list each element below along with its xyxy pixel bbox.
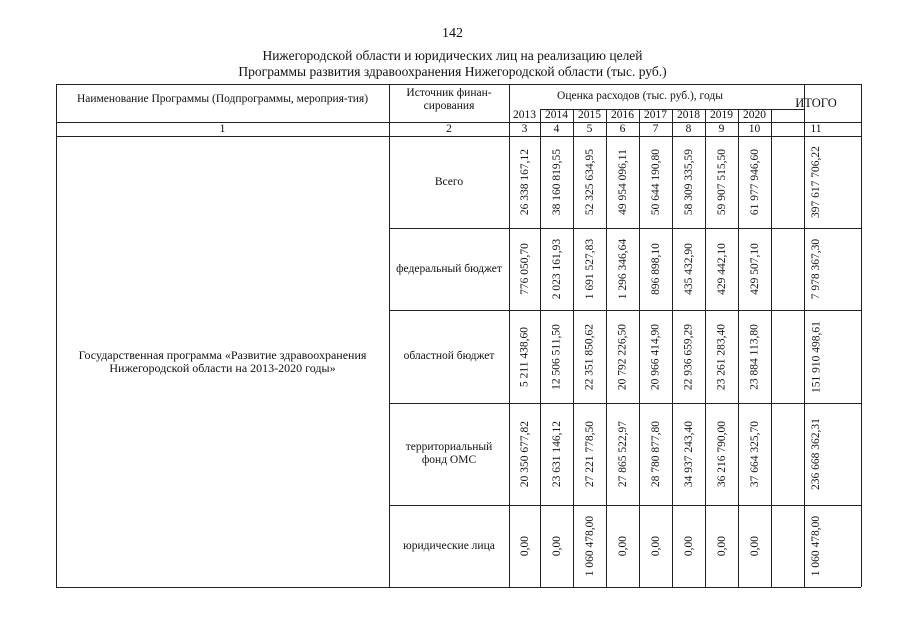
col-border bbox=[771, 109, 772, 587]
source-cell: территориальный фонд ОМС bbox=[405, 441, 493, 466]
value-cell-2020: 23 884 113,80 bbox=[748, 323, 761, 390]
value-cell-2015: 27 221 778,50 bbox=[583, 420, 596, 488]
total-cell: 151 910 498,61 bbox=[810, 320, 822, 393]
value-cell-2020: 429 507,10 bbox=[748, 243, 761, 295]
col-border bbox=[672, 109, 673, 587]
value-cell-2016: 1 296 346,64 bbox=[616, 238, 629, 300]
value-cell-2015: 1 691 527,83 bbox=[583, 238, 596, 300]
value-cell-2016: 0,00 bbox=[616, 535, 629, 557]
year-2013: 2013 bbox=[513, 109, 536, 121]
col-border bbox=[861, 84, 862, 587]
value-cell-2020: 0,00 bbox=[748, 535, 761, 557]
year-2018: 2018 bbox=[677, 109, 700, 121]
value-cell-2017: 0,00 bbox=[649, 535, 662, 557]
source-cell: областной бюджет bbox=[403, 350, 495, 362]
value-cell-2020: 61 977 946,60 bbox=[748, 148, 761, 216]
year-2020: 2020 bbox=[743, 109, 766, 121]
col-border bbox=[540, 109, 541, 587]
col-border bbox=[804, 84, 805, 587]
col-border bbox=[639, 109, 640, 587]
col-border bbox=[573, 109, 574, 587]
col-number-9: 9 bbox=[718, 122, 725, 135]
value-cell-2013: 776 050,70 bbox=[518, 243, 531, 295]
value-cell-2015: 52 325 634,95 bbox=[583, 148, 596, 216]
value-cell-2015: 22 351 850,62 bbox=[583, 323, 596, 390]
page-number: 142 bbox=[442, 26, 463, 41]
program-name: Государственная программа «Развитие здравоохранения Нижегородской области на 2013-2020 годы» bbox=[78, 347, 367, 375]
table-bottom-border bbox=[56, 587, 861, 588]
col-number-6: 6 bbox=[619, 122, 626, 135]
value-cell-2017: 896 898,10 bbox=[649, 243, 662, 295]
title-line-2: Программы развития здравоохранения Нижегородской области (тыс. руб.) bbox=[238, 64, 667, 79]
value-cell-2016: 27 865 522,97 bbox=[616, 420, 629, 488]
year-2014: 2014 bbox=[545, 109, 568, 121]
year-2017: 2017 bbox=[644, 109, 667, 121]
value-cell-2017: 28 780 877,80 bbox=[649, 420, 662, 488]
value-cell-2013: 26 338 167,12 bbox=[518, 148, 531, 216]
header-total: ИТОГО bbox=[795, 95, 837, 110]
value-cell-2019: 429 442,10 bbox=[715, 243, 728, 295]
value-cell-2014: 23 631 146,12 bbox=[550, 420, 563, 488]
value-cell-2018: 58 309 335,59 bbox=[682, 148, 695, 216]
col-number-2: 2 bbox=[446, 122, 452, 135]
value-cell-2019: 36 216 790,00 bbox=[715, 420, 728, 488]
title-line-1: Нижегородской области и юридических лиц на реализацию целей bbox=[262, 48, 643, 63]
col-border bbox=[509, 84, 510, 587]
total-cell: 397 617 706,22 bbox=[810, 146, 822, 218]
col-number-11: 11 bbox=[810, 122, 822, 135]
budget-table bbox=[56, 84, 861, 587]
value-cell-2018: 435 432,90 bbox=[682, 243, 695, 295]
col-number-1: 1 bbox=[219, 122, 226, 135]
year-2019: 2019 bbox=[710, 109, 733, 121]
header-name: Наименование Программы (Подпрограммы, мероприя-тия) bbox=[76, 92, 369, 105]
col-border bbox=[705, 109, 706, 587]
value-cell-2018: 34 937 243,40 bbox=[682, 420, 695, 488]
value-cell-2013: 0,00 bbox=[518, 535, 531, 557]
col-number-3: 3 bbox=[521, 122, 528, 135]
value-cell-2014: 12 506 511,50 bbox=[550, 323, 563, 390]
col-border bbox=[606, 109, 607, 587]
col-border bbox=[389, 84, 390, 587]
col-number-5: 5 bbox=[586, 122, 593, 135]
year-2015: 2015 bbox=[578, 109, 601, 121]
source-cell: Всего bbox=[434, 175, 464, 188]
value-cell-2019: 59 907 515,50 bbox=[715, 148, 728, 216]
col-border bbox=[56, 84, 57, 587]
header-source: Источник финан-сирования bbox=[406, 87, 492, 112]
value-cell-2015: 1 060 478,00 bbox=[583, 515, 596, 577]
col-border bbox=[738, 109, 739, 587]
col-number-7: 7 bbox=[652, 122, 659, 135]
table-title bbox=[0, 48, 905, 80]
year-2016: 2016 bbox=[611, 109, 634, 121]
source-cell: юридические лица bbox=[403, 539, 495, 552]
value-cell-2014: 0,00 bbox=[550, 535, 563, 557]
value-cell-2019: 0,00 bbox=[715, 535, 728, 557]
value-cell-2013: 5 211 438,60 bbox=[518, 326, 531, 387]
value-cell-2019: 23 261 283,40 bbox=[715, 323, 728, 390]
value-cell-2018: 0,00 bbox=[682, 535, 695, 557]
value-cell-2016: 49 954 096,11 bbox=[616, 149, 629, 215]
total-cell: 1 060 478,00 bbox=[810, 515, 822, 577]
value-cell-2016: 20 792 226,50 bbox=[616, 323, 629, 390]
col-number-10: 10 bbox=[748, 122, 761, 135]
value-cell-2014: 2 023 161,93 bbox=[550, 238, 563, 300]
value-cell-2017: 20 966 414,90 bbox=[649, 323, 662, 390]
col-number-4: 4 bbox=[553, 122, 560, 135]
total-cell: 7 978 367,30 bbox=[810, 238, 822, 300]
header-estimate: Оценка расходов (тыс. руб.), годы bbox=[557, 90, 723, 102]
value-cell-2014: 38 160 819,55 bbox=[550, 148, 563, 216]
value-cell-2013: 20 350 677,82 bbox=[518, 420, 531, 488]
source-cell: федеральный бюджет bbox=[396, 262, 502, 275]
col-number-8: 8 bbox=[685, 122, 692, 135]
value-cell-2018: 22 936 659,29 bbox=[682, 323, 695, 390]
value-cell-2017: 50 644 190,80 bbox=[649, 148, 662, 216]
value-cell-2020: 37 664 325,70 bbox=[748, 420, 761, 488]
total-cell: 236 668 362,31 bbox=[810, 418, 822, 490]
